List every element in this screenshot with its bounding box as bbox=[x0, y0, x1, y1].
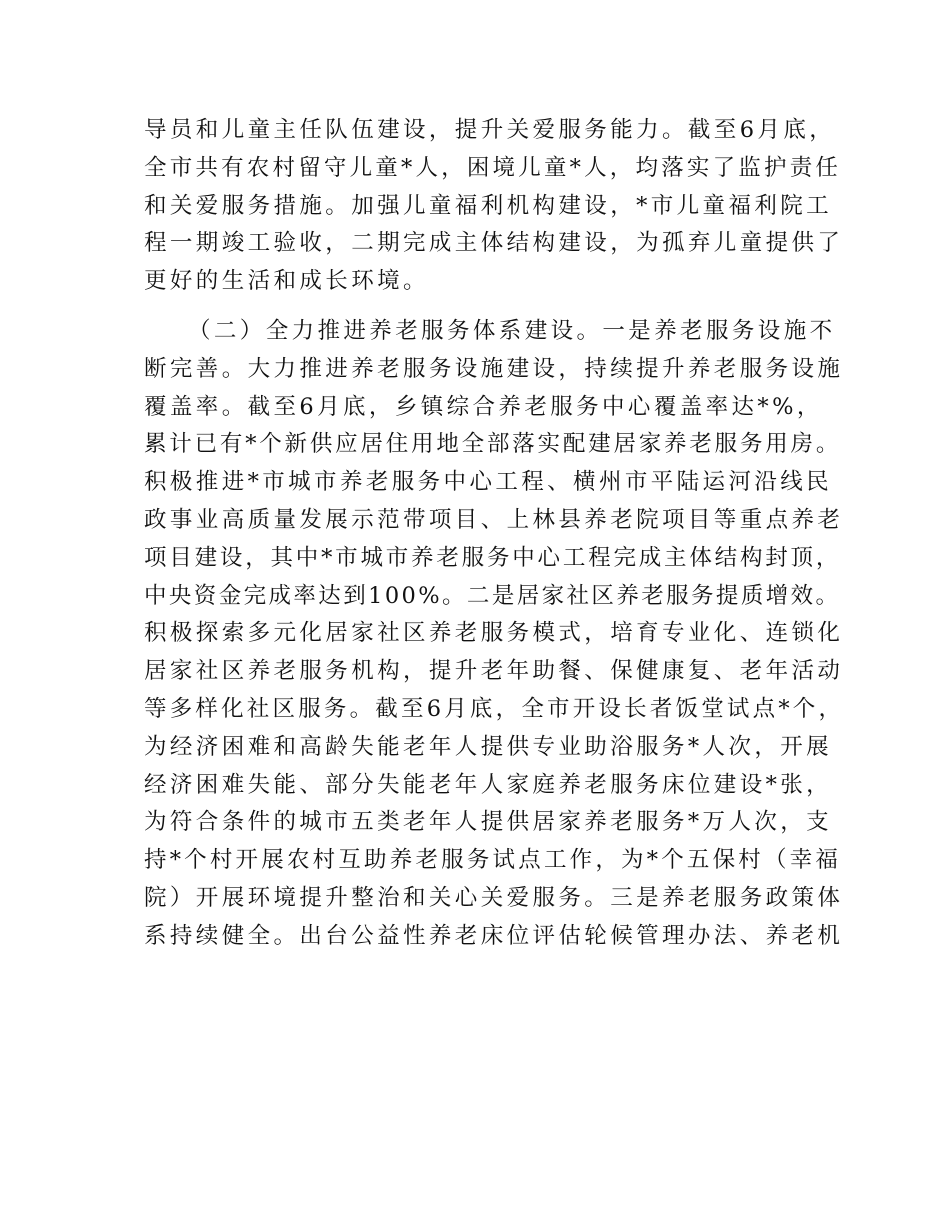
paragraph-2-line: 中央资金完成率达到100%。二是居家社区养老服务提质增效。 bbox=[144, 582, 841, 609]
paragraph-2-line: 居家社区养老服务机构，提升老年助餐、保健康复、老年活动 bbox=[144, 658, 844, 685]
paragraph-2-line: 为符合条件的城市五类老年人提供居家养老服务*万人次，支 bbox=[144, 809, 833, 836]
paragraph-1-line: 程一期竣工验收，二期完成主体结构建设，为孤弃儿童提供了 bbox=[144, 230, 844, 257]
paragraph-2-line: 持*个村开展农村互助养老服务试点工作，为*个五保村（幸福 bbox=[144, 847, 842, 874]
paragraph-1-line: 全市共有农村留守儿童*人，困境儿童*人，均落实了监护责任 bbox=[144, 154, 842, 181]
paragraph-2-heading-line: （二）全力推进养老服务体系建设。一是养老服务设施不 bbox=[188, 317, 836, 344]
paragraph-spacer bbox=[144, 301, 844, 313]
document-body bbox=[144, 112, 844, 956]
paragraph-1-line: 导员和儿童主任队伍建设，提升关爱服务能力。截至6月底， bbox=[144, 117, 836, 143]
paragraph-2-line: 累计已有*个新供应居住用地全部落实配建居家养老服务用房。 bbox=[144, 431, 842, 458]
paragraph-2-line: 积极探索多元化居家社区养老服务模式，培育专业化、连锁化 bbox=[144, 620, 844, 647]
paragraph-2-line: 覆盖率。截至6月底，乡镇综合养老服务中心覆盖率达*%， bbox=[144, 393, 823, 420]
paragraph-1-line: 和关爱服务措施。加强儿童福利机构建设，*市儿童福利院工 bbox=[144, 192, 833, 219]
paragraph-2 bbox=[144, 313, 844, 956]
paragraph-2-line: 积极推进*市城市养老服务中心工程、横州市平陆运河沿线民 bbox=[144, 469, 833, 496]
paragraph-2-line: 系持续健全。出台公益性养老床位评估轮候管理办法、养老机 bbox=[144, 922, 844, 949]
paragraph-2-line: 等多样化社区服务。截至6月底，全市开设长者饭堂试点*个， bbox=[144, 695, 845, 722]
paragraph-2-line: 政事业高质量发展示范带项目、上林县养老院项目等重点养老 bbox=[144, 506, 844, 533]
paragraph-2-line: 院）开展环境提升整治和关心关爱服务。三是养老服务政策体 bbox=[144, 884, 844, 911]
paragraph-2-line: 经济困难失能、部分失能老年人家庭养老服务床位建设*张， bbox=[144, 771, 833, 798]
paragraph-2-line: 为经济困难和高龄失能老年人提供专业助浴服务*人次，开展 bbox=[144, 733, 833, 760]
paragraph-2-line: 项目建设，其中*市城市养老服务中心工程完成主体结构封顶， bbox=[144, 544, 842, 571]
paragraph-1 bbox=[144, 112, 844, 301]
paragraph-1-line: 更好的生活和成长环境。 bbox=[144, 268, 429, 295]
paragraph-2-line: 断完善。大力推进养老服务设施建设，持续提升养老服务设施 bbox=[144, 355, 844, 382]
